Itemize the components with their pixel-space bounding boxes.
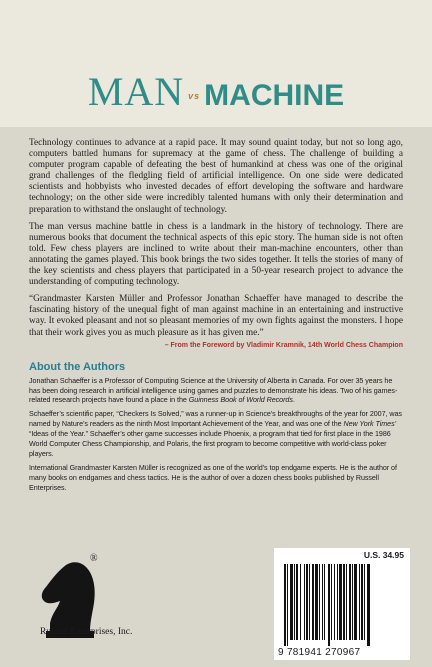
description-paragraph-2: The man versus machine battle in chess is a landmark in the history of technology. There are numerous books that document the technical aspects of this epic story. The human side is not often told. Few chess players are inclined to write about their man-machine encounters, other than annotating the games played. This book brings the two sides together. It tells the stories of many of the key scientists and chess players that participated in a 50-year research project to advance the understanding of computing technology. — [29, 221, 403, 288]
barcode-bar — [290, 564, 293, 640]
barcode-bar — [349, 564, 351, 640]
about-paragraph-1: Jonathan Schaeffer is a Professor of Computing Science at the University of Alberta in Canada. For over 35 years he has been doing research in artificial intelligence using games and puzzles to demonstrate his ideas. Two of his games-related research projects have found a place in the Guinness Book of World Records. — [29, 376, 398, 405]
isbn-barcode — [274, 548, 410, 660]
foreword-quote: “Grandmaster Karsten Müller and Professor Jonathan Schaeffer have managed to describe the fascinating history of the unequal fight of man against machine in an entertaining and instructive way. It evoked pleasant and not so pleasant memories of my own fights against the monsters. I hope that their work gives you as much pleasure as it has given me.” — [29, 294, 403, 338]
barcode-bar — [354, 564, 357, 640]
price-label: U.S. 34.95 — [363, 550, 404, 560]
title-man: MAN — [87, 69, 185, 114]
barcode-bar — [331, 564, 332, 640]
about-authors-heading: About the Authors — [29, 360, 126, 373]
barcode-bar — [328, 564, 330, 646]
barcode-bar — [364, 564, 365, 640]
barcode-bar — [359, 564, 360, 640]
barcode-bar — [352, 564, 353, 640]
barcode-bar — [287, 564, 288, 646]
barcode-bar — [334, 564, 335, 640]
quote-attribution: – From the Foreword by Vladimir Kramnik, 14th World Chess Champion — [164, 341, 403, 349]
barcode-bar — [324, 564, 325, 640]
barcode-bar — [343, 564, 345, 640]
registered-mark: ® — [90, 553, 98, 564]
about-paragraph-2: Schaeffer’s scientific paper, “Checkers Is Solved,” was a runner-up in Science’s breakthroughs of the year for 2007, was named by Nature’s readers as the ninth Most Important Achievement of the Year, and was one of the New York Times’ “Ideas of the Year.” Schaeffer’s other game successes include Phoenix, a program that tied for first place in the 1986 World Computer Chess Championship, and Polaris, the first program to become competitive with world-class poker players. — [29, 410, 402, 458]
barcode-bar — [367, 564, 370, 646]
barcode-bar — [339, 564, 342, 640]
barcode-bar — [294, 564, 295, 640]
barcode-bar — [346, 564, 347, 640]
barcode-bar — [300, 564, 301, 640]
book-title — [0, 70, 432, 118]
isbn-digits: 9 781941 270967 — [278, 647, 361, 658]
barcode-bar — [284, 564, 286, 646]
title-machine: MACHINE — [204, 79, 345, 112]
barcode-bar — [304, 564, 305, 640]
publisher-name: Russell Enterprises, Inc. — [40, 627, 133, 637]
barcode-bar — [322, 564, 323, 640]
back-cover-text — [29, 138, 403, 498]
barcode-bar — [319, 564, 320, 640]
barcode-bar — [296, 564, 298, 640]
barcode-bar — [315, 564, 318, 640]
barcode-bar — [312, 564, 314, 640]
barcode-bar — [337, 564, 338, 640]
about-paragraph-3: International Grandmaster Karsten Müller is recognized as one of the world’s top endgame experts. He is the author of many books on endgames and chess tactics. He is the author of over a dozen chess books published by Russell Enterprises. — [29, 463, 397, 492]
barcode-bars — [274, 548, 410, 660]
title-vs: vs — [188, 90, 201, 101]
barcode-bar — [306, 564, 308, 640]
barcode-bar — [309, 564, 310, 640]
description-paragraph-1: Technology continues to advance at a rapid pace. It may sound quaint today, but not so long ago, computers battled humans for supremacy at the game of chess. The challenge of building a computer program capable of defeating the best of humankind at chess was one of the original grand challenges of the fledgling field of artificial intelligence. On one side were dedicated scientists and hobbyists who invested decades of effort developing the software and hardware technology; on the other side were incredibly talented humans with only their determination and preparation to withstand the onslaught of technology. — [29, 138, 403, 215]
barcode-bar — [361, 564, 363, 640]
